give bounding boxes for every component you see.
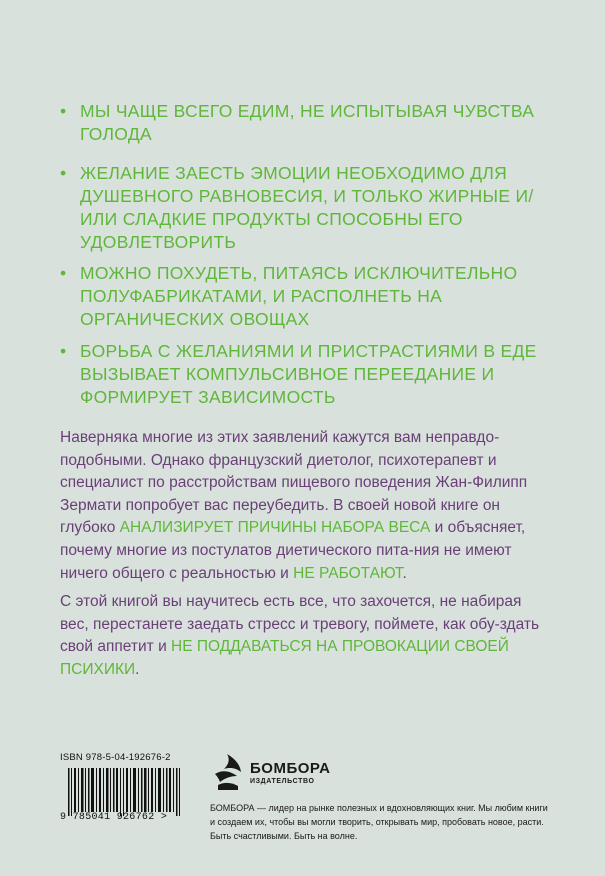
paragraph-text: .: [402, 564, 407, 582]
claim-item: [60, 262, 540, 331]
claim-item: [60, 100, 540, 146]
bullet-marker: •: [60, 163, 67, 183]
isbn-label: ISBN 978-5-04-192676-2: [60, 752, 171, 763]
paragraph-text: С этой книгой вы научитесь есть все, что захочется, не набирая вес, перестанете заедать стресс и тревогу, поймете, как обу-здать свой аппетит и: [60, 593, 540, 656]
bullet-marker: •: [60, 341, 67, 361]
benefit-paragraph: [60, 591, 550, 681]
bullet-marker: •: [60, 263, 67, 283]
publisher-tagline: БОМБОРА — лидер на рынке полезных и вдохновляющих книг. Мы любим книги и создаем их, чтобы вы могли творить, открывать мир, пробовать новое, расти. Быть счастливыми. Быть на волне.: [210, 803, 548, 841]
highlight-text: НЕ РАБОТАЮТ: [293, 564, 403, 582]
claim-item: [60, 340, 540, 409]
publisher-name: БОМБОРА: [250, 760, 331, 777]
claim-text: МЫ ЧАЩЕ ВСЕГО ЕДИМ, НЕ ИСПЫТЫВАЯ ЧУВСТВА ГОЛОДА: [80, 101, 535, 144]
barcode-bars: [68, 768, 182, 816]
paragraph-text: Наверняка многие из этих заявлений кажутся вам неправдо-подобными. Однако французский диетолог, психотерапевт и специалист по расстройствам пищевого поведения Жан-Филипп Зермати попробует вас переубедить. В своей новой книге он глубоко: [60, 429, 528, 537]
publisher-subtitle: ИЗДАТЕЛЬСТВО: [250, 778, 315, 785]
highlight-text: АНАЛИЗИРУЕТ ПРИЧИНЫ НАБОРА ВЕСА: [119, 519, 431, 537]
paragraph-text: .: [135, 660, 140, 678]
bombora-logo-icon: [210, 752, 244, 792]
publisher-block: [210, 752, 548, 842]
paragraph-text: и объясняет, почему многие из постулатов диетического пита-ния не имеют ничего общего с реальностью и: [60, 519, 526, 582]
barcode-digits: 9 785041 926762 >: [60, 812, 168, 823]
barcode: [60, 752, 186, 832]
highlight-text: НЕ ПОДДАВАТЬСЯ НА ПРОВОКАЦИИ СВОЕЙ ПСИХИКИ: [60, 638, 509, 678]
bullet-marker: •: [60, 101, 67, 121]
claim-text: МОЖНО ПОХУДЕТЬ, ПИТАЯСЬ ИСКЛЮЧИТЕЛЬНО ПОЛУФАБРИКАТАМИ, И РАСПОЛНЕТЬ НА ОРГАНИЧЕСКИХ ОВОЩАХ: [80, 263, 518, 329]
claim-text: БОРЬБА С ЖЕЛАНИЯМИ И ПРИСТРАСТИЯМИ В ЕДЕ ВЫЗЫВАЕТ КОМПУЛЬСИВНОЕ ПЕРЕЕДАНИЕ И ФОРМИРУЕТ ЗАВИСИМОСТЬ: [80, 341, 537, 407]
claim-text: ЖЕЛАНИЕ ЗАЕСТЬ ЭМОЦИИ НЕОБХОДИМО ДЛЯ ДУШЕВНОГО РАВНОВЕСИЯ, И ТОЛЬКО ЖИРНЫЕ И/ИЛИ СЛАДКИЕ ПРОДУКТЫ СПОСОБНЫ ЕГО УДОВЛЕТВОРИТЬ: [80, 163, 534, 252]
description-paragraph: [60, 427, 550, 585]
claim-item: [60, 162, 540, 254]
